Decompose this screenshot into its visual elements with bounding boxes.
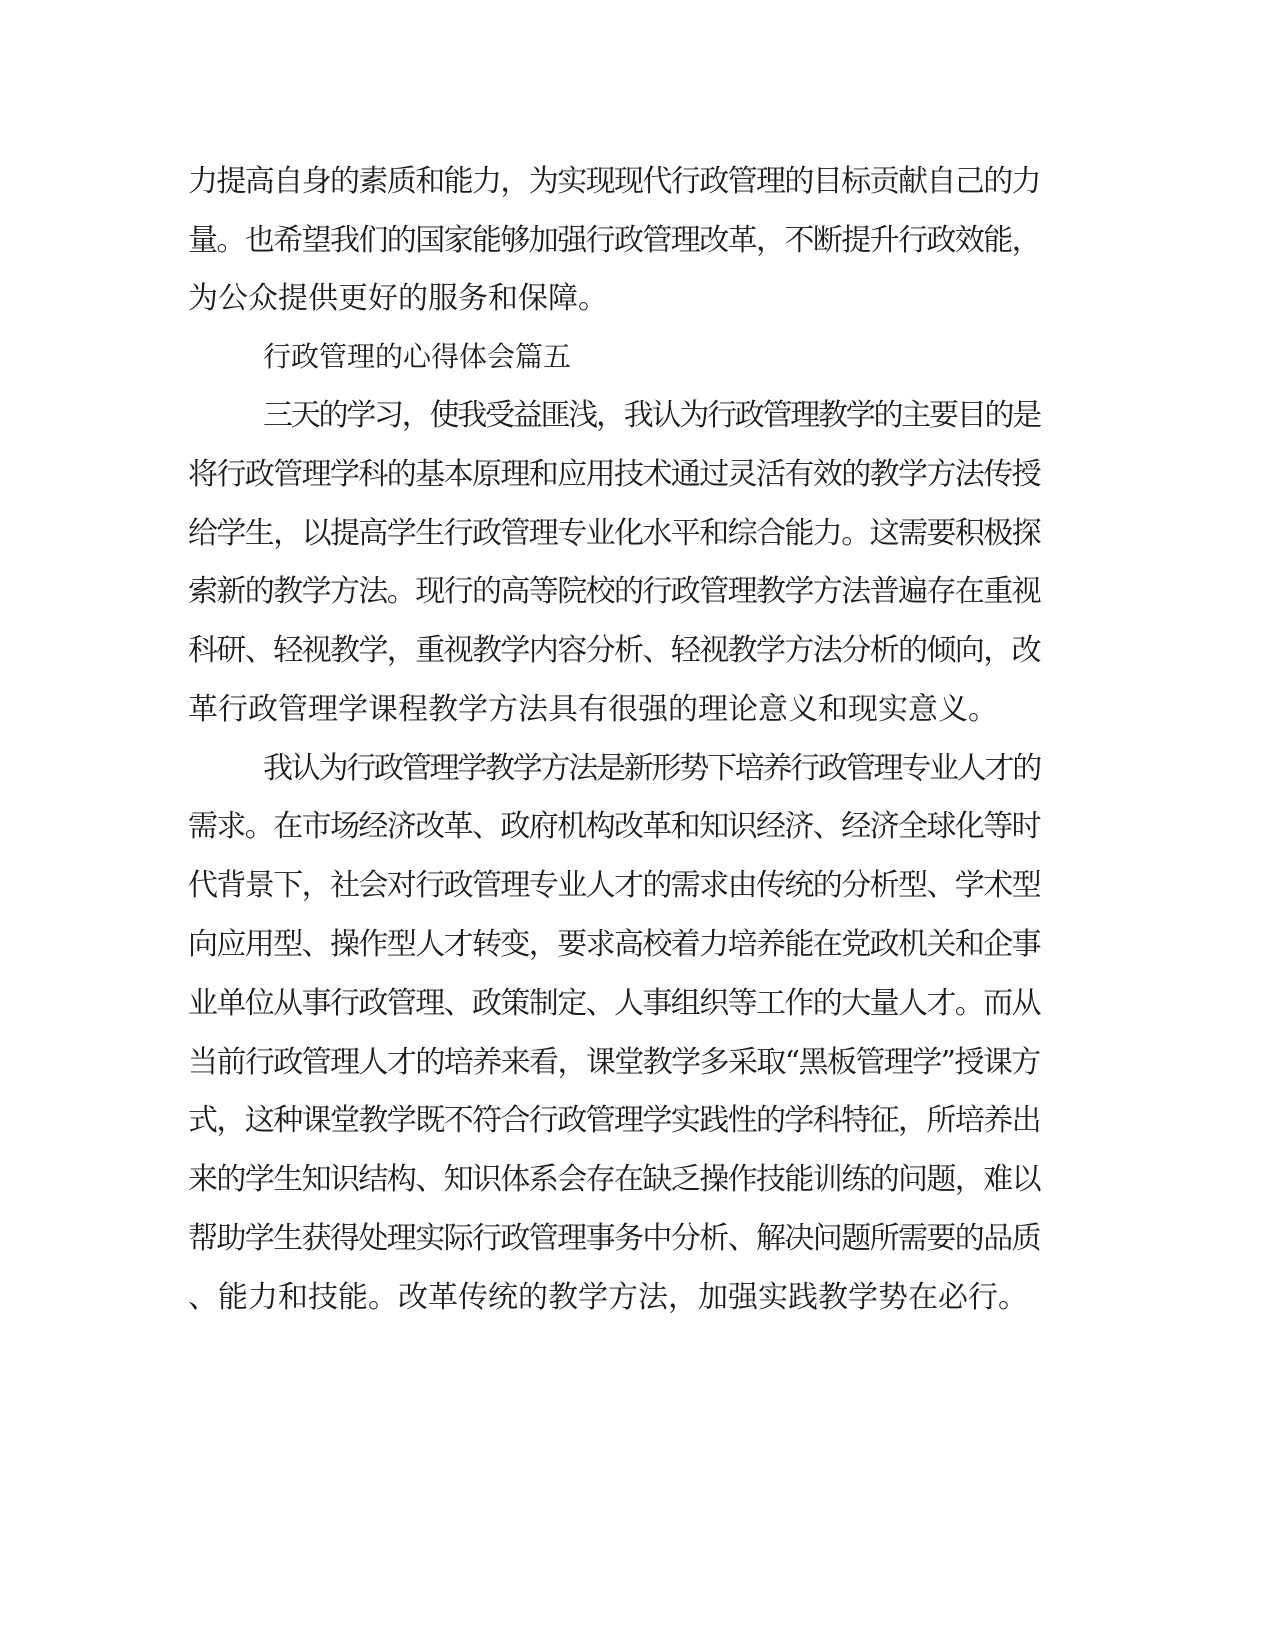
paragraph-line: 帮助学生获得处理实际行政管理事务中分析、解决问题所需要的品质 <box>188 1221 1040 1256</box>
paragraph-line: 当前行政管理人才的培养来看，课堂教学多采取“黑板管理学”授课方 <box>188 1045 1040 1080</box>
paragraph-line: 革行政管理学课程教学方法具有很强的理论意义和现实意义。 <box>188 692 998 727</box>
paragraph-line: 代背景下，社会对行政管理专业人才的需求由传统的分析型、学术型 <box>188 868 1040 903</box>
section-heading: 行政管理的心得体会篇五 <box>263 340 572 373</box>
paragraph-line: 需求。在市场经济改革、政府机构改革和知识经济、经济全球化等时 <box>188 809 1040 844</box>
paragraph-line: 将行政管理学科的基本原理和应用技术通过灵活有效的教学方法传授 <box>188 457 1040 492</box>
paragraph-line: 式，这种课堂教学既不符合行政管理学实践性的学科特征，所培养出 <box>188 1103 1040 1138</box>
paragraph-line: 三天的学习，使我受益匪浅，我认为行政管理教学的主要目的是 <box>263 398 1040 433</box>
paragraph-line: 、能力和技能。改革传统的教学方法，加强实践教学势在必行。 <box>188 1280 1028 1315</box>
paragraph-line: 为公众提供更好的服务和保障。 <box>188 281 608 316</box>
paragraph-line: 量。也希望我们的国家能够加强行政管理改革，不断提升行政效能， <box>188 223 1040 258</box>
paragraph-line: 业单位从事行政管理、政策制定、人事组织等工作的大量人才。而从 <box>188 986 1040 1021</box>
paragraph-line: 我认为行政管理学教学方法是新形势下培养行政管理专业人才的 <box>263 751 1040 786</box>
paragraph-line: 力提高自身的素质和能力，为实现现代行政管理的目标贡献自己的力 <box>188 164 1040 199</box>
paragraph-line: 来的学生知识结构、知识体系会存在缺乏操作技能训练的问题，难以 <box>188 1162 1040 1197</box>
paragraph-line: 索新的教学方法。现行的高等院校的行政管理教学方法普遍存在重视 <box>188 574 1040 609</box>
paragraph-line: 向应用型、操作型人才转变，要求高校着力培养能在党政机关和企事 <box>188 927 1040 962</box>
paragraph-line: 给学生，以提高学生行政管理专业化水平和综合能力。这需要积极探 <box>188 516 1040 551</box>
paragraph-line: 科研、轻视教学，重视教学内容分析、轻视教学方法分析的倾向，改 <box>188 633 1040 668</box>
